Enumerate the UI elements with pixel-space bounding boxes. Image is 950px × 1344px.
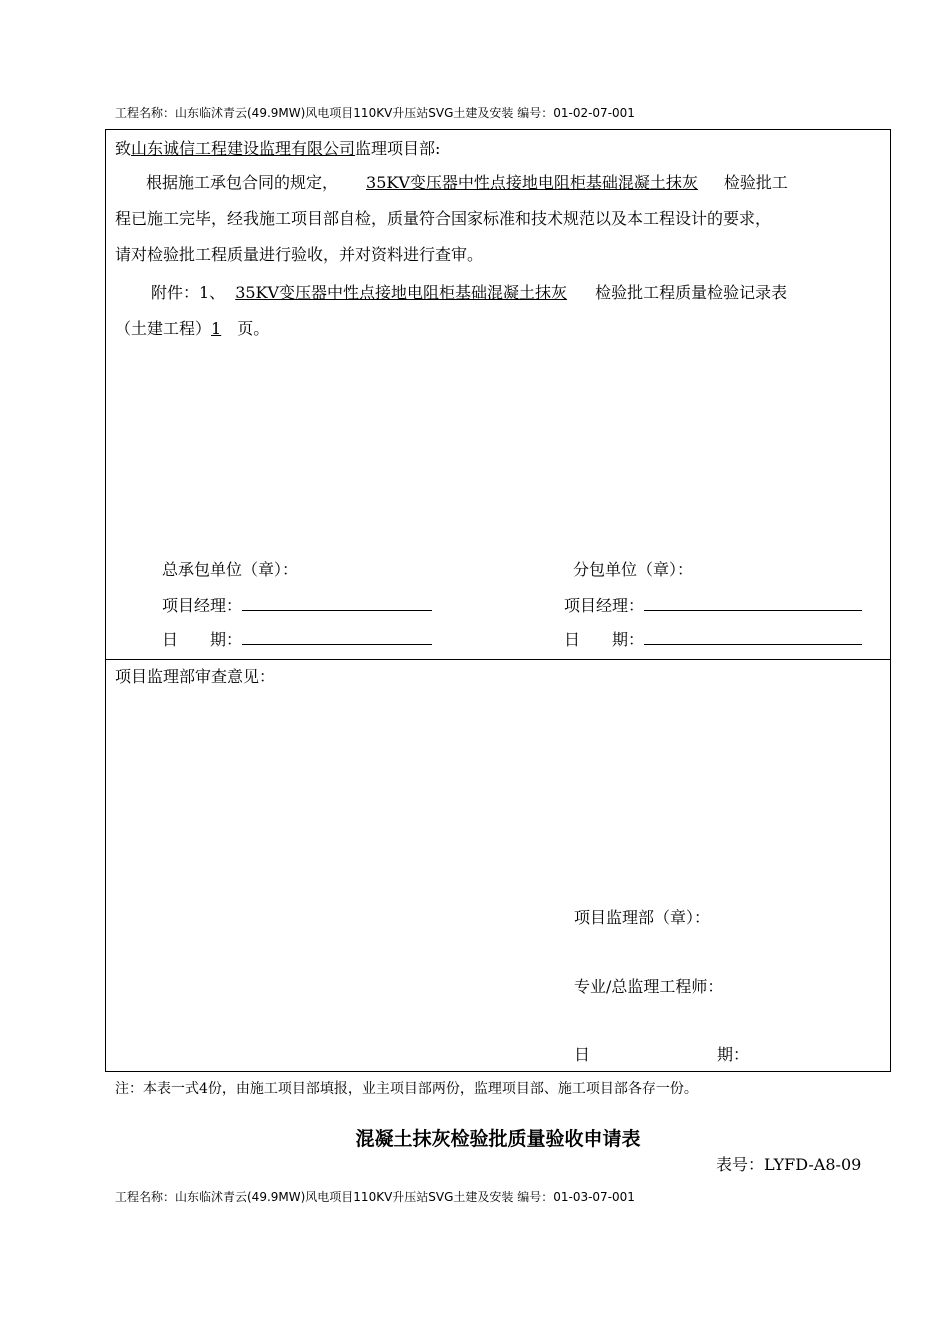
- body-line-3: 请对检验批工程质量进行验收，并对资料进行查审。: [115, 245, 484, 264]
- project-header-bottom: 工程名称：山东临沭青云(49.9MW)风电项目110KV升压站SVG土建及安装 编号：01-03-07-001: [115, 1190, 635, 1204]
- sub-date-label: 日 期：: [564, 630, 645, 649]
- attachment-prefix: 附件：1、: [151, 283, 226, 302]
- gc-date-row: [162, 627, 432, 650]
- gc-date-line[interactable]: [242, 644, 432, 645]
- sub-date-line[interactable]: [644, 644, 862, 645]
- supervision-company: 山东诚信工程建设监理有限公司: [131, 139, 356, 158]
- supervision-stamp-label: 项目监理部（章）：: [574, 908, 711, 927]
- attachment-pages-unit: 页。: [237, 319, 270, 338]
- project-header-top: 工程名称：山东临沭青云(49.9MW)风电项目110KV升压站SVG土建及安装 编号：01-02-07-001: [115, 106, 635, 120]
- review-section: [105, 659, 891, 1072]
- addressee-suffix: 监理项目部:: [355, 139, 441, 158]
- gc-date-label: 日 期：: [162, 630, 243, 649]
- sub-unit-label: 分包单位（章）：: [573, 560, 694, 579]
- contract-clause: 根据施工承包合同的规定，: [146, 173, 339, 192]
- review-opinion-label: 项目监理部审查意见：: [115, 667, 276, 686]
- sub-manager-signature-line[interactable]: [644, 610, 862, 611]
- attachment-pages: 1: [211, 319, 222, 338]
- gc-manager-signature-line[interactable]: [242, 610, 432, 611]
- review-date-label: 期：: [717, 1045, 750, 1064]
- attachment-name: 35KV变压器中性点接地电阻柜基础混凝土抹灰: [235, 283, 568, 302]
- sub-manager-row: [564, 593, 862, 616]
- gc-manager-row: [162, 593, 432, 616]
- attachment-suffix: 检验批工程质量检验记录表: [595, 283, 788, 302]
- sub-manager-label: 项目经理：: [564, 596, 645, 615]
- engineer-label: 专业/总监理工程师：: [574, 977, 724, 996]
- inspection-item-name: 35KV变压器中性点接地电阻柜基础混凝土抹灰: [366, 173, 698, 192]
- attachment-line: [151, 280, 787, 303]
- body-line-2: 程已施工完毕，经我施工项目部自检，质量符合国家标准和技术规范以及本工程设计的要求，: [115, 209, 772, 228]
- attachment-category: （土建工程）: [115, 319, 212, 338]
- addressee-line: [115, 136, 440, 159]
- form-title: 混凝土抹灰检验批质量验收申请表: [355, 1128, 641, 1150]
- sub-date-row: [564, 627, 862, 650]
- body-line-1: [146, 170, 788, 193]
- form-note: 注：本表一式4份，由施工项目部填报，业主项目部两份，监理项目部、施工项目部各存一份。: [115, 1081, 698, 1097]
- clause-continuation: 检验批工: [723, 173, 788, 192]
- attachment-line-2: [115, 316, 269, 339]
- review-date-day: 日: [574, 1045, 591, 1064]
- addressee-prefix: 致: [115, 139, 132, 158]
- gc-unit-label: 总承包单位（章）：: [162, 560, 299, 579]
- gc-manager-label: 项目经理：: [162, 596, 243, 615]
- form-code: 表号：LYFD-A8-09: [716, 1155, 862, 1174]
